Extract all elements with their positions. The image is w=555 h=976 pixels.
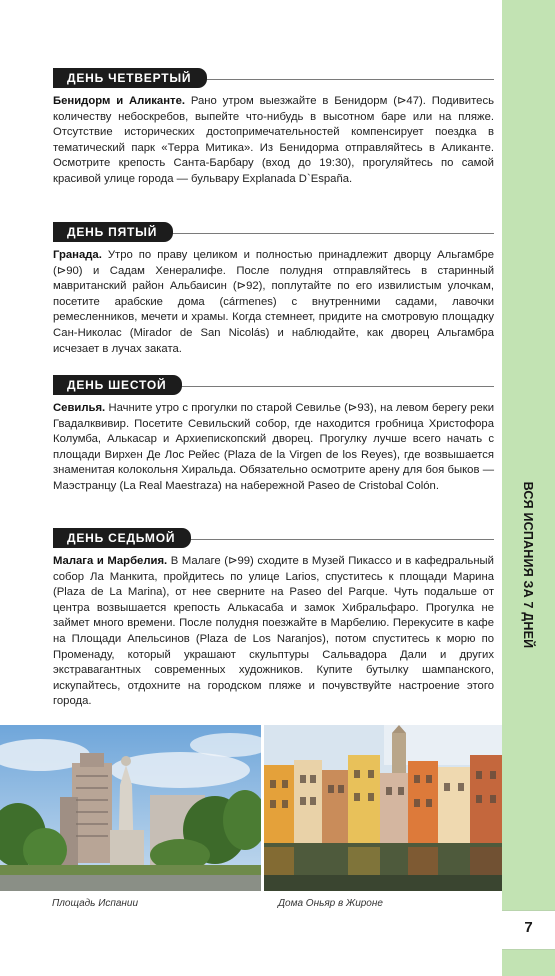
girona-houses-image xyxy=(264,725,502,891)
photo-caption: Площадь Испании xyxy=(52,898,139,909)
page-number-box xyxy=(502,910,555,950)
place-name: Севилья. xyxy=(53,402,106,414)
plaza-espana-image xyxy=(0,725,261,891)
day-paragraph xyxy=(53,401,494,495)
day-body: Начните утро с прогулки по старой Севилье (⊳93), на левом берегу реки Гвадалквивир. Посетите Севильский собор, где находится гробница Христофора Колумба, Алькасар и Архиепископский дворец. Прогулку лучше всего начать с площади Вирхен Де Лос Рейес (Plaza de la Virgen de los Reyes), где возвышается знаменитая колокольня Хиральда. Обязательно осмотрите арену для боя быков — Маэстранцу (La Real Maestraza) на набережной Paseo de Cristobal Colón. xyxy=(53,402,494,492)
place-name: Малага и Марбелия. xyxy=(53,555,168,567)
day-paragraph xyxy=(53,554,494,710)
day-section-7 xyxy=(53,528,494,710)
day-body: В Малаге (⊳99) сходите в Музей Пикассо и в кафедральный собор Ла Манкита, пройдитесь по улице Larios, спуститесь к площади Марина (Plaza de La Marina), от нее сверните на Paseo del Parque. Чуть подальше от центра возвышается крепость Алькасаба и замок Хибральфаро. Прогулка не займет много времени. После полудня поезжайте в Марбелию. Перекусите в кафе на Площади Апельсинов (Plaza de Los Naranjos), потом спуститесь к морю по Променаду, который украшают скульптуры Сальвадора Дали и других экстравагантных современных художников. Купите бутылку шампанского, искупайтесь, отдохните на городском пляже и почувствуйте настроение этого города. xyxy=(53,555,494,708)
day-paragraph xyxy=(53,248,494,357)
day-body: Утро по праву целиком и полностью принадлежит дворцу Альгамбре (⊳90) и Садам Хенералифе. После полудня отправляйтесь в старинный мавританский район Альбаисин (⊳92), поплутайте по его извилистым улочкам, посетите арабские дома (cármenes) с внутренними садами, лавочки ремесленников, мечети и храмы. Когда стемнеет, придите на смотровую площадку Сан-Николас (Mirador de San Nicolás) и наблюдайте, как дворец Альгамбра исчезает в лучах заката. xyxy=(53,249,494,355)
day-section-5 xyxy=(53,222,494,357)
day-heading: ДЕНЬ ПЯТЫЙ xyxy=(53,222,173,242)
day-heading: ДЕНЬ ШЕСТОЙ xyxy=(53,375,182,395)
day-heading: ДЕНЬ ЧЕТВЕРТЫЙ xyxy=(53,68,207,88)
day-section-4 xyxy=(53,68,494,188)
place-name: Гранада. xyxy=(53,249,102,261)
section-title-vertical: ВСЯ ИСПАНИЯ ЗА 7 ДНЕЙ xyxy=(521,481,535,649)
place-name: Бенидорм и Аликанте. xyxy=(53,95,185,107)
photo-girona-houses xyxy=(264,725,502,891)
photo-caption: Дома Оньяр в Жироне xyxy=(278,898,383,909)
day-heading: ДЕНЬ СЕДЬМОЙ xyxy=(53,528,191,548)
page-number: 7 xyxy=(524,919,533,936)
day-body: Рано утром выезжайте в Бенидорм (⊳47). Подивитесь количеству небоскребов, выпейте что-нибудь в высотном баре или на пляже. Отсутствие исторических достопримечательностей компенсирует поездка в тематический парк «Терра Митика». Из Бенидорма отправляйтесь в Аликанте. Осмотрите крепость Санта-Барбару (вход до 19:30), прогуляйтесь по самой красивой улице города — бульвару Explanada D`España. xyxy=(53,95,494,185)
day-paragraph xyxy=(53,94,494,188)
day-section-6 xyxy=(53,375,494,495)
photo-plaza-espana xyxy=(0,725,261,891)
